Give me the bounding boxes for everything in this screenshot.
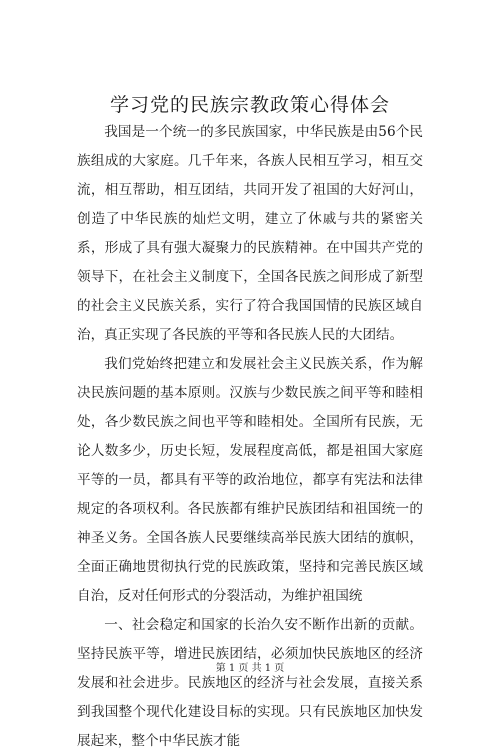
body-paragraph: 一、社会稳定和国家的长治久安不断作出新的贡献。坚持民族平等，增进民族团结，必须加快民族地区的经济发展和社会进步。民族地区的经济与社会发展，直接关系到我国整个现代化建设目标的实现。只有民族地区加快发展起来，整个中华民族才能 [77, 617, 423, 749]
page-footer: 第 1 页 共 1 页 [215, 663, 285, 674]
body-paragraph: 我国是一个统一的多民族国家，中华民族是由56个民族组成的大家庭。几千年来，各族人民相互学习，相互交流，相互帮助，相互团结，共同开发了祖国的大好河山，创造了中华民族的灿烂文明，建立了休戚与共的紧密关系，形成了具有强大凝聚力的民族精神。在中国共产党的领导下，在社会主义制度下，全国各民族之间形成了新型的社会主义民族关系，实行了符合我国国情的民族区域自治，真正实现了各民族的平等和各民族人民的大团结。 [77, 124, 423, 343]
document-title: 学习党的民族宗教政策心得体会 [109, 94, 390, 116]
body-paragraph: 我们党始终把建立和发展社会主义民族关系，作为解决民族问题的基本原则。汉族与少数民族之间平等和睦相处，各少数民族之间也平等和睦相处。全国所有民族，无论人数多少，历史长短，发展程度高低，都是祖国大家庭平等的一员，都具有平等的政治地位，都享有宪法和法律规定的各项权利。各民族都有维护民族团结和祖国统一的神圣义务。全国各族人民要继续高举民族大团结的旗帜，全面正确地贯彻执行党的民族政策，坚持和完善民族区域自治，反对任何形式的分裂活动，为维护祖国统 [77, 356, 423, 604]
